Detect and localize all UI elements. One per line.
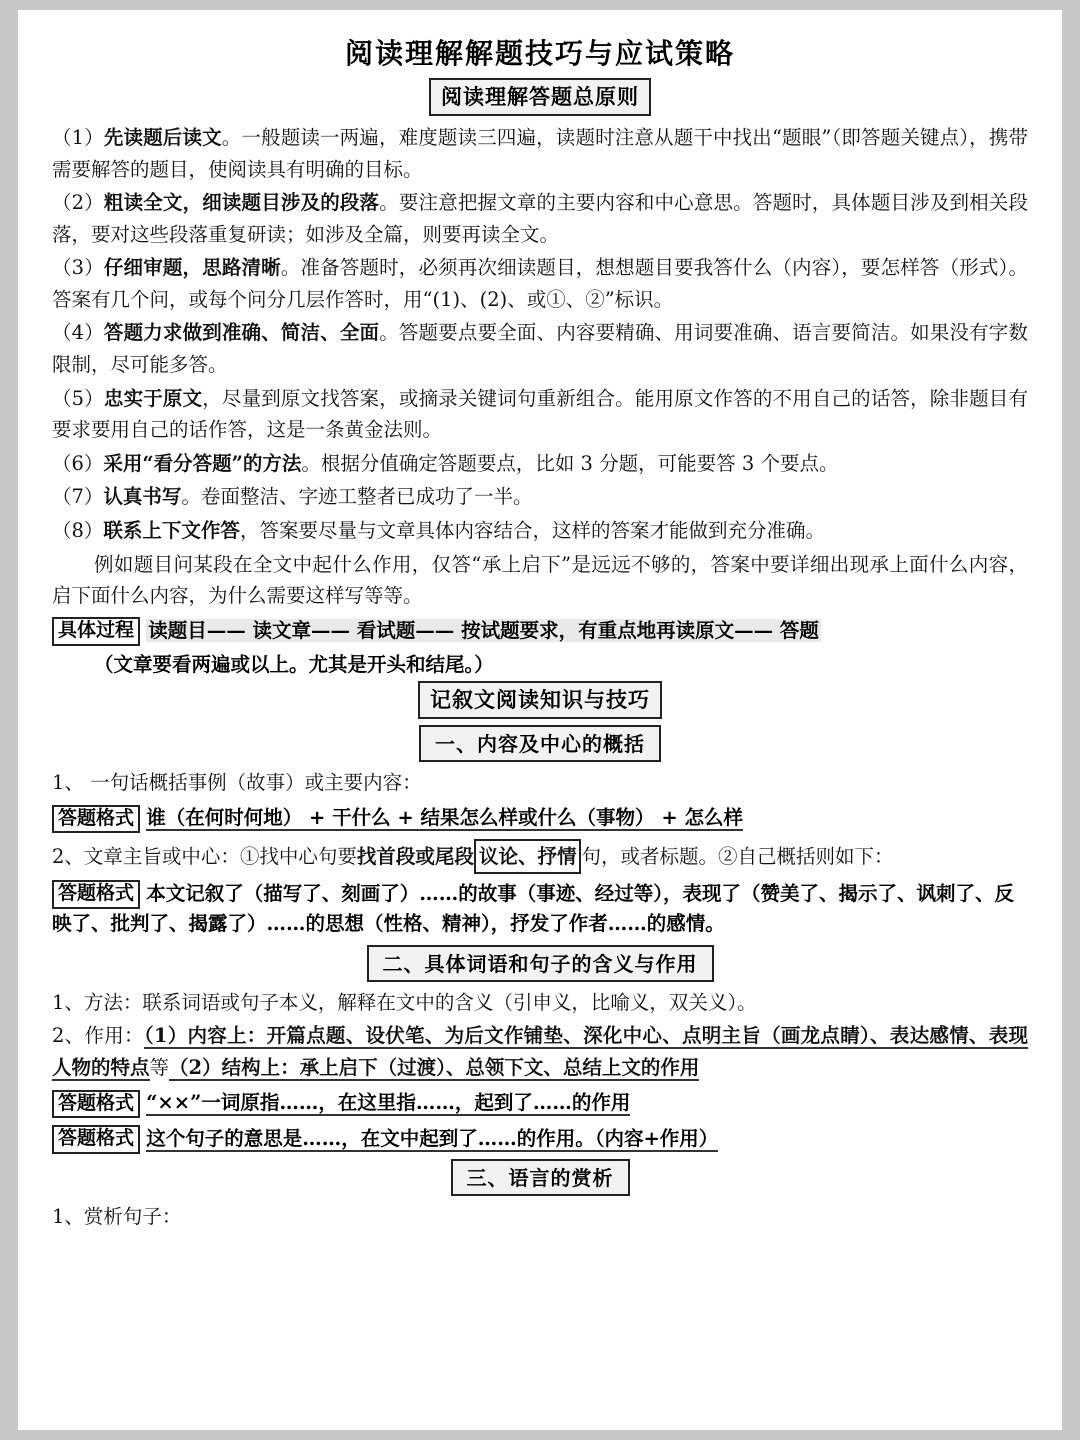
subheading-words-sentences-label: 二、具体词语和句子的含义与作用 (367, 945, 714, 982)
principle-number: （4） (52, 321, 104, 345)
sub3-item1: 1、赏析句子： (52, 1204, 182, 1228)
section-heading-general-principles-label: 阅读理解答题总原则 (429, 78, 651, 116)
answer-format-label: 答题格式 (52, 805, 140, 834)
subheading-language-appreciation-label: 三、语言的赏析 (451, 1159, 630, 1196)
sub1-item2-b: 找首段或尾段 (356, 844, 474, 868)
principle-rest: 。一般题读一两遍，难度题读三四遍，读题时注意从题干中找出“题眼”（即答题关键点），携带需要解答的题目，使阅读具有明确的目标。 (52, 126, 1028, 181)
sub2-item1: 1、方法：联系词语或句子本义，解释在文中的含义（引申义，比喻义，双关义）。 (52, 990, 757, 1014)
principle-bold: 答题力求做到准确、简洁、全面 (103, 321, 380, 345)
subheading-content-summary-label: 一、内容及中心的概括 (419, 725, 661, 762)
sub2-item2 (52, 1020, 1028, 1083)
process-note: （文章要看两遍或以上。尤其是开头和结尾。） (94, 652, 494, 676)
sub1-item2-a: 2、文章主旨或中心：①找中心句要 (52, 844, 357, 868)
principle-bold: 粗读全文，细读题目涉及的段落 (103, 191, 380, 215)
section-heading-narrative-label: 记叙文阅读知识与技巧 (418, 681, 662, 719)
sub2-item2-bold1: （1）内容上： (143, 1024, 267, 1048)
answer-format-label: 答题格式 (52, 1125, 140, 1154)
answer-format-text: 谁（在何时何地） + 干什么 + 结果怎么样或什么（事物） + 怎么样 (146, 806, 743, 830)
answer-format-text: 这个句子的意思是……，在文中起到了……的作用。（内容+作用） (146, 1126, 719, 1150)
principle-bold: 忠实于原文 (103, 386, 203, 410)
sub2-item2-mid: 等 (149, 1055, 170, 1079)
answer-format-row (52, 803, 1028, 833)
principle-number: （7） (52, 485, 104, 509)
section-heading-general-principles (52, 78, 1028, 116)
answer-format-text: “××”一词原指……，在这里指……，起到了……的作用 (146, 1091, 631, 1115)
sub2-item2-prefix: 2、作用： (52, 1024, 144, 1048)
principle-number: （1） (52, 126, 104, 149)
principle-bold: 认真书写 (103, 485, 182, 509)
answer-format-text: 本文记叙了（描写了、刻画了）……的故事（事迹、经过等），表现了（赞美了、揭示了、讽刺了、反映了、批判了、揭露了）……的思想（性格、精神），抒发了作者……的感情。 (52, 882, 1014, 936)
principle-item (52, 515, 1028, 547)
principle-item (52, 481, 1028, 513)
principle-item (52, 317, 1028, 380)
answer-format-row (52, 1088, 1028, 1118)
answer-format-label: 答题格式 (52, 880, 140, 909)
principle-rest: 。要注意把握文章的主要内容和中心意思。答题时，具体题目涉及到相关段落，要对这些段落重复研读；如涉及全篇，则要再读全文。 (52, 191, 1028, 246)
principle-bold: 仔细审题，思路清晰 (103, 256, 281, 280)
principle-rest: 。答题要点要全面、内容要精确、用词要准确、语言要简洁。如果没有字数限制，尽可能多答。 (52, 321, 1028, 377)
sub1-item2-c: 句，或者标题。②自己概括则如下： (581, 844, 894, 868)
principle-rest: 。准备答题时，必须再次细读题目，想想题目要我答什么（内容），要怎样答（形式）。答案有几个问，或每个问分几层作答时，用“(1)、(2)、或①、②”标识。 (52, 256, 1028, 311)
principle-bold: 联系上下文作答 (103, 518, 240, 542)
principle-item (52, 252, 1028, 315)
page-title: 阅读理解解题技巧与应试策略 (344, 37, 735, 70)
principle-number: （8） (52, 518, 104, 542)
principle-number: （3） (52, 256, 104, 280)
principle-item (52, 187, 1028, 250)
principle-item (52, 448, 1028, 480)
process-row (52, 615, 1028, 646)
principle-number: （5） (52, 386, 104, 410)
section-heading-narrative (52, 681, 1028, 719)
principle-bold: 采用“看分答题”的方法 (103, 451, 302, 475)
principle-rest: 。卷面整洁、字迹工整者已成功了一半。 (181, 485, 533, 509)
example-note: 例如题目问某段在全文中起什么作用，仅答“承上启下”是远远不够的，答案中要详细出现承上面什么内容，启下面什么内容，为什么需要这样写等等。 (52, 552, 1028, 608)
principle-rest: ，尽量到原文找答案，或摘录关键词句重新组合。能用原文作答的不用自己的话答，除非题目有要求要用自己的话作答，这是一条黄金法则。 (52, 386, 1028, 442)
principle-rest: ，答案要尽量与文章具体内容结合，这样的答案才能做到充分准确。 (239, 518, 825, 542)
principle-bold: 先读题后读文 (103, 126, 222, 149)
subheading-content-summary (52, 725, 1028, 762)
principle-number: （6） (52, 451, 104, 475)
principle-item (52, 122, 1028, 185)
principle-number: （2） (52, 191, 104, 215)
answer-format-row (52, 1124, 1028, 1154)
subheading-words-sentences (52, 945, 1028, 982)
answer-format-label: 答题格式 (52, 1090, 140, 1119)
process-label: 具体过程 (52, 617, 140, 646)
subheading-language-appreciation (52, 1159, 1028, 1196)
document-page (18, 10, 1062, 1430)
principle-item (52, 383, 1028, 446)
sub1-item1: 1、 一句话概括事例（故事）或主要内容： (52, 770, 422, 794)
process-text: 读题目—— 读文章—— 看试题—— 按试题要求，有重点地再读原文—— 答题 (148, 618, 819, 642)
principle-rest: 。根据分值确定答题要点，比如 3 分题，可能要答 3 个要点。 (301, 451, 839, 475)
answer-format-row (52, 879, 1028, 939)
sub2-item2-text1: 开篇点题、设伏笔、为后文作铺垫、深化中心、点明主旨（画龙点睛）、表达感情、表现人物的特点 (52, 1024, 1028, 1079)
sub1-item2 (52, 839, 1028, 875)
sub1-item2-box: 议论、抒情 (474, 839, 582, 875)
sub2-item2-text2: 承上启下（过渡）、总领下文、总结上文的作用 (299, 1055, 700, 1079)
sub2-item2-bold2: （2）结构上： (169, 1055, 300, 1079)
